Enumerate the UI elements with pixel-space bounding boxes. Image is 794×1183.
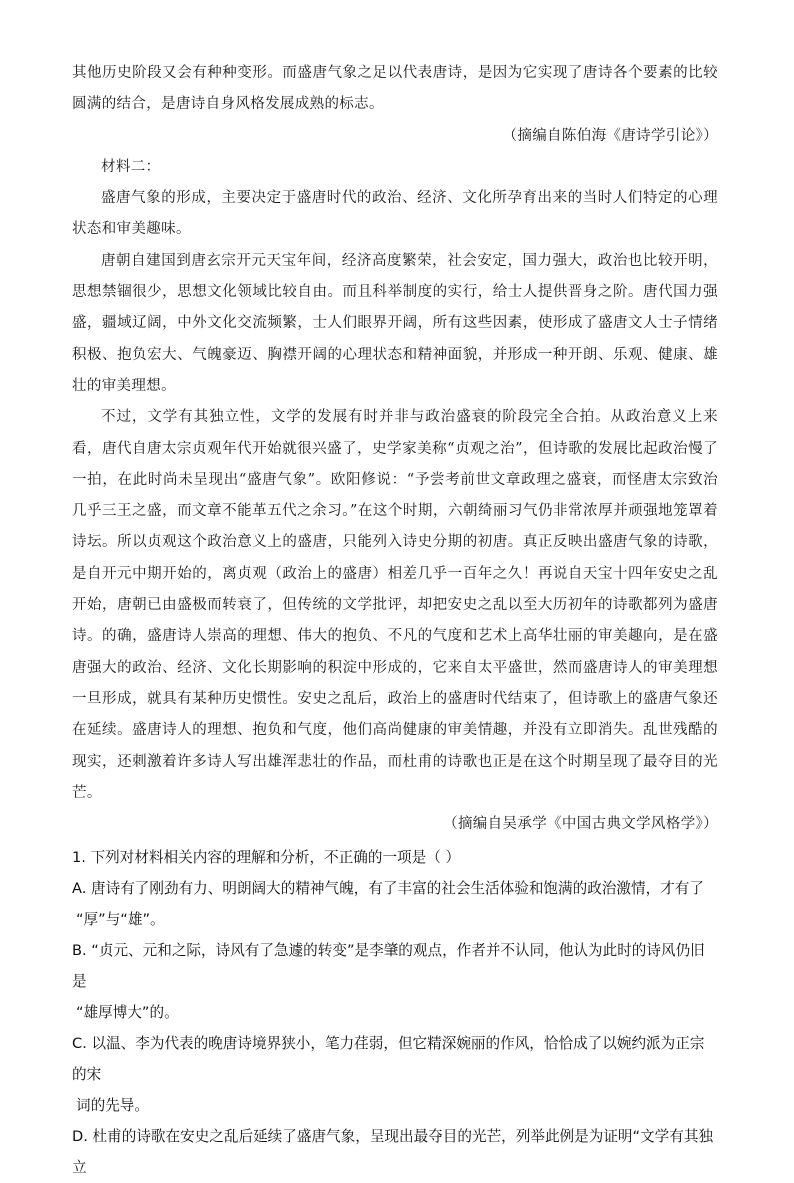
source-citation-2: （摘编自吴承学《中国古典文学风格学》） xyxy=(443,816,718,833)
source-citation-1: （摘编自陈伯海《唐诗学引论》） xyxy=(502,127,718,144)
option-text: 唐诗有了刚劲有力、明朗阔大的精神气魄，有了丰富的社会生活体验和饱满的政治激情，才有了 xyxy=(91,880,704,898)
option-d xyxy=(72,1121,718,1183)
material2-heading: 材料二： xyxy=(101,158,161,175)
material1-tail-paragraph: 其他历史阶段又会有种种变形。而盛唐气象之足以代表唐诗，是因为它实现了唐诗各个要素的比较圆满的结合，是唐诗自身风格发展成熟的标志。 xyxy=(72,65,718,113)
option-c xyxy=(72,1028,718,1121)
option-a xyxy=(72,873,718,935)
option-text: 以温、李为代表的晚唐诗境界狭小，笔力荏弱，但它精深婉丽的作风，恰恰成了以婉约派为正宗的宋 xyxy=(72,1035,705,1084)
question-1 xyxy=(72,842,718,1183)
option-text-continued: “厚”与“雄”。 xyxy=(76,911,165,929)
option-text: 杜甫的诗歌在安史之乱后延续了盛唐气象，呈现出最夺目的光芒，列举此例是为证明“文学有其独立 xyxy=(72,1128,714,1177)
option-text-continued: “雄厚博大”的。 xyxy=(76,1004,179,1022)
option-label: B. xyxy=(72,942,87,960)
material2-paragraph-3: 不过，文学有其独立性，文学的发展有时并非与政治盛衰的阶段完全合拍。从政治意义上来看，唐代自唐太宗贞观年代开始就很兴盛了，史学家美称“贞观之治”，但诗歌的发展比起政治慢了一拍，在此时尚未呈现出“盛唐气象”。欧阳修说：“予尝考前世文章政理之盛衰，而怪唐太宗致治几乎三王之盛，而文章不能革五代之余习。”在这个时期，六朝绮丽习气仍非常浓厚并顽强地笼罩着诗坛。所以贞观这个政治意义上的盛唐，只能列入诗史分期的初唐。真正反映出盛唐气象的诗歌，是自开元中期开始的，离贞观（政治上的盛唐）相差几乎一百年之久！再说自天宝十四年安史之乱开始，唐朝已由盛极而转衰了，但传统的文学批评，却把安史之乱以至大历初年的诗歌都列为盛唐诗。的确，盛唐诗人崇高的理想、伟大的抱负、不凡的气度和艺术上高华壮丽的审美趣向，是在盛唐强大的政治、经济、文化长期影响的积淀中形成的，它来自太平盛世，然而盛唐诗人的审美理想一旦形成，就具有某种历史惯性。安史之乱后，政治上的盛唐时代结束了，但诗歌上的盛唐气象还在延续。盛唐诗人的理想、抱负和气度，他们高尚健康的审美情趣，并没有立即消失。乱世残酷的现实，还刺激着许多诗人写出雄浑悲壮的作品，而杜甫的诗歌也正是在这个时期呈现了最夺目的光芒。 xyxy=(72,409,718,801)
option-b xyxy=(72,935,718,1028)
material2-paragraph-2: 唐朝自建国到唐玄宗开元天宝年间，经济高度繁荣，社会安定，国力强大，政治也比较开明，思想禁锢很少，思想文化领域比较自由。而且科举制度的实行，给士人提供晋身之阶。唐代国力强盛，疆域辽阔，中外文化交流频繁，士人们眼界开阔，所有这些因素，使形成了盛唐文人士子情绪积极、抱负宏大、气魄豪迈、胸襟开阔的心理状态和精神面貌，并形成一种开朗、乐观、健康、雄壮的审美理想。 xyxy=(72,252,718,394)
option-label: C. xyxy=(72,1035,87,1053)
option-text: “贞元、元和之际，诗风有了急遽的转变”是李肇的观点，作者并不认同，他认为此时的诗风仍旧是 xyxy=(72,942,705,991)
question-stem: 1. 下列对材料相关内容的理解和分析，不正确的一项是（ ） xyxy=(72,849,461,867)
option-text-continued: 词的先导。 xyxy=(76,1097,149,1115)
material2-paragraph-1: 盛唐气象的形成，主要决定于盛唐时代的政治、经济、文化所孕育出来的当时人们特定的心理状态和审美趣味。 xyxy=(72,190,718,238)
option-label: A. xyxy=(72,880,87,898)
option-label: D. xyxy=(72,1128,88,1146)
